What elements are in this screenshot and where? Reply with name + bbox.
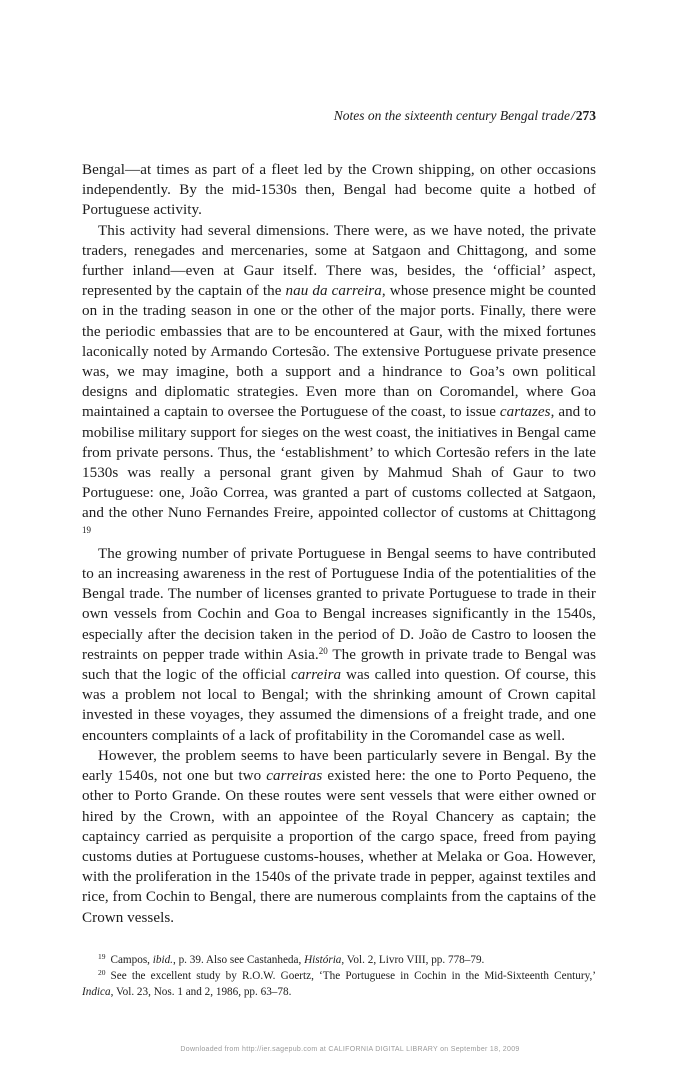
running-header [334,108,596,124]
text-run: This activity had several dimensions. There were, as we have noted, the private traders, renegades and mercenaries, some at Satgaon and Chittagong, and some further inland—even at Gaur itself. There was, besides, the ‘official’ aspect, represented by the captain of the [82,222,596,300]
text-run: existed here: the one to Porto Pequeno, the other to Porto Grande. On these routes were sent vessels that were either owned or hired by the Crown, with an appointee of the Royal Chancery as captain; the captaincy carried as perquisite a proportion of the cargo space, freed from paying customs duties at Portuguese customs-houses, whether at Melaka or Goa. However, with the proliferation in the 1540s of the private trade in pepper, against textiles and rice, from Cochin to Bengal, there are numerous complaints from the captains of the Crown vessels. [82,768,596,926]
italic-text: Indica [82,986,111,998]
footnote-ref: 20 [318,645,328,656]
footnotes [82,952,596,1000]
text-run: , and to mobilise military support for sieges on the west coast, the initiatives in Bengal came from private persons. Thus, the ‘establishment’ to which Cortesão refers in the late 1530s was really a personal grant given by Mahmud Shah of Gaur to two Portuguese: one, João Correa, was granted a part of customs collected at Satgaon, and the other Nuno Fernandes Freire, appointed collector of customs at Chittagong [82,404,596,522]
body-text [82,160,596,928]
text-run: See the excellent study by R.O.W. Goertz, ‘The Portuguese in Cochin in the Mid-Sixteenth Century,’ [110,970,596,982]
text-run: , Vol. 2, Livro VIII, pp. 778–79. [341,954,485,966]
text-run: Campos, [110,954,153,966]
text-run: Bengal—at times as part of a fleet led by the Crown shipping, on other occasions independently. By the mid-1530s then, Bengal had become quite a hotbed of Portuguese activity. [82,162,596,219]
paragraph [82,160,596,221]
footnote-mark: 20 [98,968,106,977]
italic-text: ibid. [152,954,173,966]
download-prefix: Downloaded from [180,1046,242,1053]
text-run: , whose presence might be counted on in the trading season in one or the other of the major ports. Finally, there were the periodic embassies that are to be encountered at Gaur, with the mixed fortunes laconically noted by Armando Cortesão. The extensive Portuguese private presence was, we may imagine, both a support and a hindrance to Goa’s own political designs and diplomatic strategies. Even more than on Coromandel, where Goa maintained a captain to oversee the Portuguese of the coast, to issue [82,283,597,421]
page-number: 273 [575,108,596,123]
text-run: The growth in private trade to Bengal was such that the logic of the official [82,646,596,684]
text-run: , Vol. 23, Nos. 1 and 2, 1986, pp. 63–78. [110,986,292,998]
running-title: Notes on the sixteenth century Bengal trade [333,108,570,123]
text-run: , p. 39. Also see Castanheda, [172,954,305,966]
paragraph [82,221,596,544]
footnote [82,968,596,1000]
italic-text: carreiras [266,768,323,785]
text-run: However, the problem seems to have been particularly severe in Bengal. By the early 1540s, not one but two [82,747,596,785]
download-notice [0,1046,700,1053]
italic-text: nau da carreira [285,283,382,300]
header-separator: / [570,108,575,123]
italic-text: cartazes [499,404,551,421]
italic-text: História [304,954,342,966]
footnote-mark: 19 [98,952,106,961]
text-run: The growing number of private Portuguese in Bengal seems to have contributed to an increasing awareness in the rest of Portuguese India of the potentialities of the Bengal trade. The number of licenses granted to private Portuguese to trade in their own vessels from Cochin and Goa to Bengal increases significantly in the 1540s, especially after the decision taken in the period of D. João de Castro to loosen the restraints on pepper trade within Asia. [82,545,596,663]
paragraph [82,746,596,928]
paragraph [82,544,596,746]
footnote-ref: 19 [82,524,92,535]
italic-text: carreira [290,667,342,684]
text-run: was called into question. Of course, this was a problem not local to Bengal; with the shrinking amount of Crown capital invested in these voyages, they assumed the dimensions of a freight trade, and one encounters complaints of a lack of profitability in the Coromandel case as well. [82,667,596,744]
download-link[interactable]: http://ier.sagepub.com [242,1046,318,1053]
footnote [82,952,596,968]
download-suffix: at CALIFORNIA DIGITAL LIBRARY on September 18, 2009 [317,1046,520,1053]
